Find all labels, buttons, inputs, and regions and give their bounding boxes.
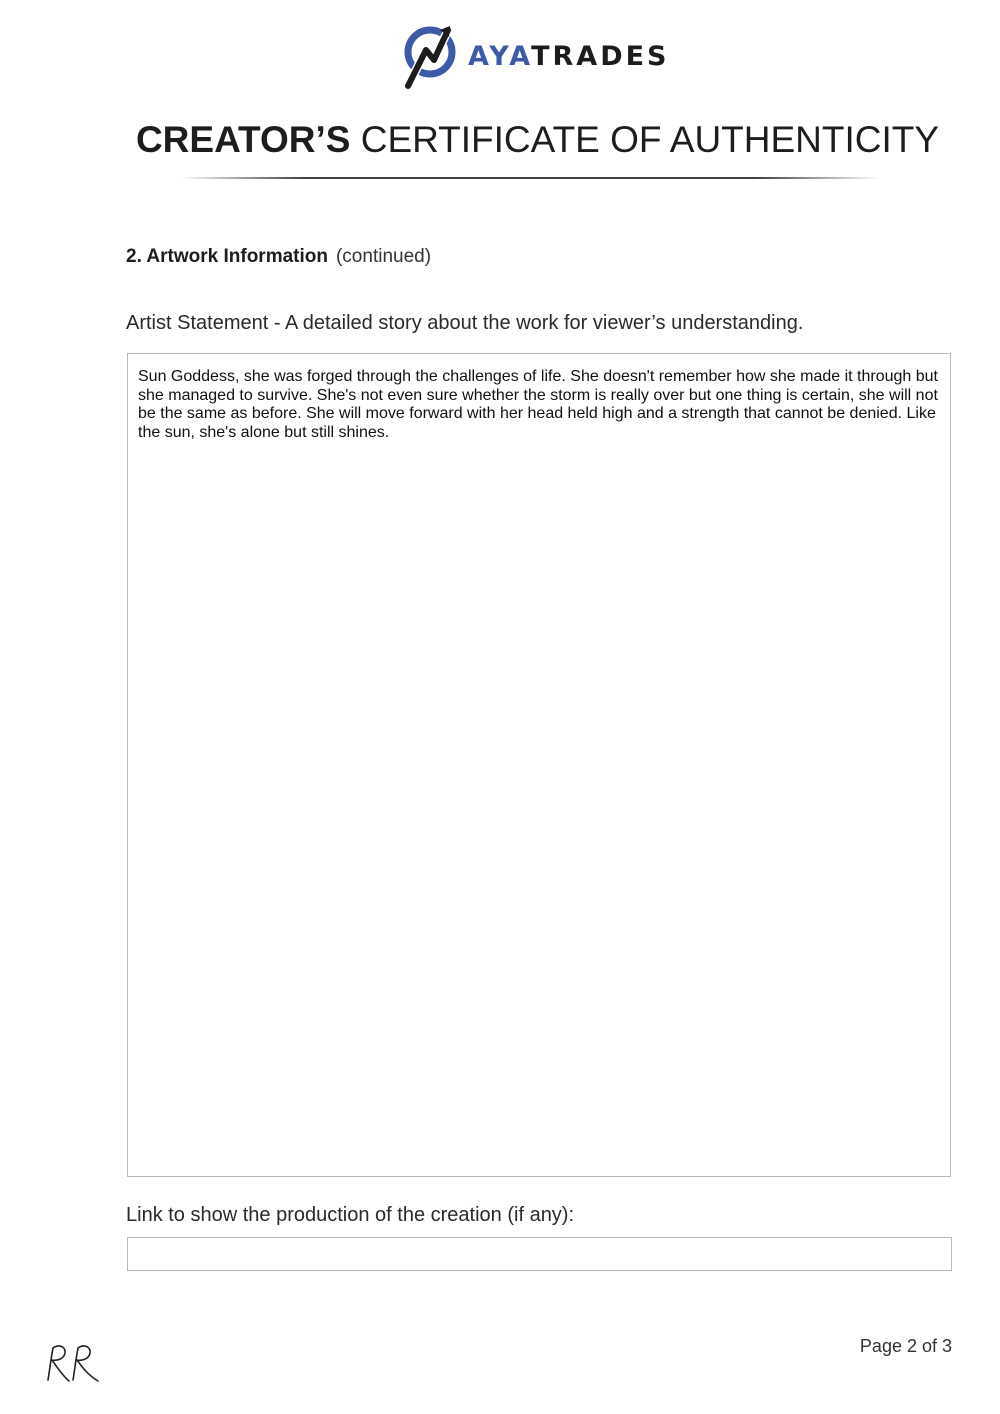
section-continued-note: (continued): [335, 246, 432, 267]
production-link-field[interactable]: [127, 1237, 952, 1271]
ayatrades-logo-icon: [404, 22, 460, 90]
brand-logo: [404, 22, 670, 90]
artist-statement-text: Sun Goddess, she was forged through the challenges of life. She doesn't remember how she made it through but she managed to survive. She's not even sure whether the storm is really over but one thing is certain, she will not be the same as before. She will move forward with her head held high and a strength that cannot be denied. Like the sun, she's alone but still shines.: [138, 368, 938, 441]
artist-statement-field[interactable]: [127, 353, 951, 1177]
signature-rr: [42, 1342, 104, 1386]
title-divider: [180, 177, 880, 179]
production-link-label: Link to show the production of the creation (if any):: [126, 1204, 575, 1226]
title-bold-part: CREATOR’S: [135, 119, 351, 160]
artist-statement-label: Artist Statement - A detailed story about the work for viewer’s understanding.: [126, 312, 804, 334]
brand-name-part1: AYA: [468, 40, 532, 72]
certificate-title: [0, 118, 1000, 162]
brand-name-part2: TRADES: [531, 40, 670, 72]
brand-wordmark: [468, 40, 670, 72]
title-rest-part: CERTIFICATE OF AUTHENTICITY: [350, 119, 940, 160]
section-heading: [126, 244, 431, 270]
page-number: Page 2 of 3: [859, 1336, 952, 1356]
section-title: 2. Artwork Information: [126, 246, 328, 267]
